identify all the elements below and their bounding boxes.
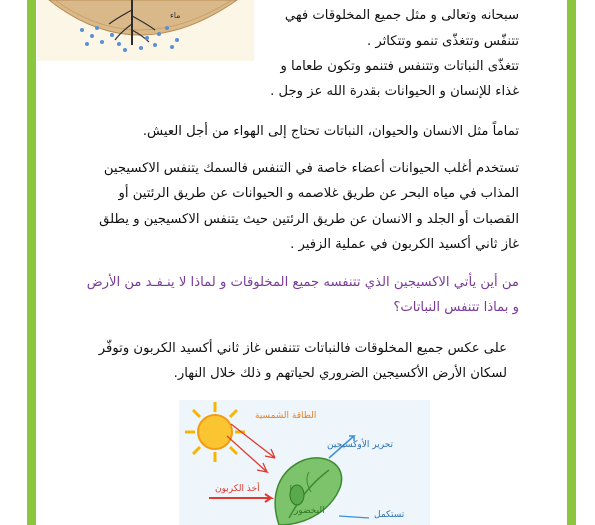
- paragraph-line: القصبات أو الجلد و الانسان عن طريق الرئتين حيث يتنفس الاكسيجين و يطلق: [99, 212, 519, 227]
- paragraph-line: المذاب في مياه البحر عن طريق غلاصمه و الحيوانات عن طريق الرئتين أو: [118, 186, 519, 201]
- page-border-right: [567, 0, 576, 525]
- paragraph-line: سبحانه وتعالى و مثل جميع المخلوقات فهي: [284, 8, 519, 23]
- carbon-intake-label: أخذ الكربون: [215, 484, 260, 494]
- paragraph-line: تتغذّى النباتات وتتنفس فتنمو وتكون طعاما و: [280, 59, 519, 74]
- photosynthesis-illustration: [179, 400, 430, 525]
- question-line: و بماذا تتنفس النباتات؟: [393, 300, 519, 315]
- water-label: ماء: [170, 11, 181, 20]
- water-intake-label: تستكمل: [374, 510, 405, 520]
- paragraph-line: تستخدم أغلب الحيوانات أعضاء خاصة في التنفس فالسمك يتنفس الاكسيجين: [103, 161, 519, 176]
- page-border-left: [27, 0, 36, 525]
- paragraph-line: غذاء للإنسان و الحيوانات بقدرة الله عز وجل .: [270, 84, 519, 99]
- plant-root-soil-illustration: [37, 0, 254, 61]
- chlorophyll-label: اليخضور: [294, 506, 325, 516]
- paragraph-line: تتنفّس وتتغذّى تنمو وتتكاثر .: [366, 34, 519, 49]
- oxygen-release-label: تحرير الأوكسيجين: [327, 440, 393, 450]
- document-page: [36, 0, 567, 525]
- paragraph-line: تماماً مثل الانسان والحيوان، النباتات تحتاج إلى الهواء من أجل العيش.: [142, 124, 519, 139]
- answer-line: لسكان الأرض الأكسيجين الضروري لحياتهم و ذلك خلال النهار.: [173, 366, 507, 381]
- paragraph-line: غاز ثاني أكسيد الكربون في عملية الزفير .: [290, 237, 519, 252]
- sun-icon: [185, 402, 245, 462]
- question-line: من أين يأتي الاكسيجين الذي تتنفسه جميع المخلوقات و لماذا لا ينـفـد من الأرض: [86, 275, 519, 290]
- sun-energy-label: الطاقة الشمسية: [255, 411, 317, 421]
- answer-line: على عكس جميع المخلوقات فالنباتات تتنفس غاز ثاني أكسيد الكربون وتوفّر: [98, 341, 507, 356]
